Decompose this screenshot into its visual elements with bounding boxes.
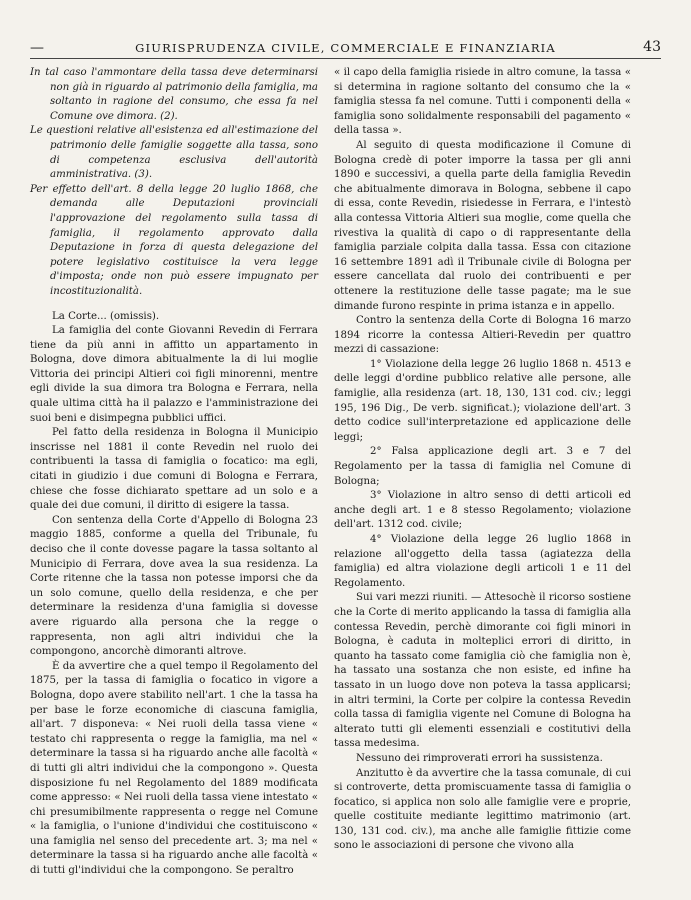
right-column [334,66,631,854]
list-item: 2° Falsa applicazione degli art. 3 e 7 del Regolamento per la tassa di famiglia nel Comune di Bologna; [334,446,631,487]
body-paragraph: Pel fatto della residenza in Bologna il Municipio inscrisse nel 1881 il conte Revedin nel ruolo dei contribuenti la tassa di famiglia o focatico: ma egli, citati in giudizio i due comuni di Bologna e Ferrara, chiese che fosse dichiarato spettare ad un solo e a quale dei due comuni, il diritto di esigere la tassa. [30,427,318,512]
body-paragraph: Con sentenza della Corte d'Appello di Bologna 23 maggio 1885, conforme a quella del Tribunale, fu deciso che il conte dovesse pagare la tassa soltanto al Municipio di Ferrara, dove avea la sua residenza. La Corte ritenne che la tassa non potesse imporsi che da un solo comune, quello della residenza, e che per determinare la residenza d'una famiglia si dovesse avere riguardo alla persona che la regge o rappresenta, non agli altri individui che la compongono, ancorchè dimoranti altrove. [30,514,318,658]
list-item: 4° Violazione della legge 26 luglio 1868 in relazione all'oggetto della tassa (agiatezza della famiglia) ed altra violazione degli articoli 1 e 11 del Regolamento. [334,534,631,589]
list-item: 3° Violazione in altro senso di detti articoli ed anche degli art. 1 e 8 stesso Regolamento; violazione dell'art. 1312 cod. civile; [334,490,631,531]
header-title: GIURISPRUDENZA CIVILE, COMMERCIALE E FINANZIARIA [135,41,556,55]
body-paragraph: È da avvertire che a quel tempo il Regolamento del 1875, per la tassa di famiglia o focatico in vigore a Bologna, dopo avere stabilito nell'art. 1 che la tassa ha per base le forze economiche di ciascuna famiglia, all'art. 7 disponeva: « Nei ruoli della tassa viene « testato chi rappresenta o regge la famiglia, ma nel « determinare la tassa si ha riguardo anche alle facoltà « di tutti gli altri individui che la compongono ». Questa disposizione fu nel Regolamento del 1889 modificata come appresso: « Nei ruoli della tassa viene intestato « chi presumibilmente rappresenta o regge nel Comune « la famiglia, o l'unione d'individui che costituiscono « una famiglia nel senso del precedente art. 3; ma nel « determinare la tassa si ha riguardo anche alle facoltà « di tutti gl'individui che la compongono. Se peraltro [30,660,318,877]
running-header [30,38,661,59]
header-dash: — [30,40,44,56]
maxim-paragraph: In tal caso l'ammontare della tassa deve determinarsi non già in riguardo al patrimonio della famiglia, ma soltanto in ragione del consumo, che essa fa nel Comune ove dimora. (2). [30,67,318,122]
body-paragraph: Nessuno dei rimproverati errori ha sussistenza. [356,752,603,764]
maxim-paragraph: Le questioni relative all'esistenza ed all'estimazione del patrimonio delle famiglie soggette alla tassa, sono di competenza esclusiva dell'autorità amministrativa. (3). [30,125,318,181]
body-paragraph: Sui vari mezzi riuniti. — Attesochè il ricorso sostiene che la Corte di merito applicando la tassa di famiglia alla contessa Revedin, perchè dimorante coi figli minori in Bologna, è caduta in molteplici errori di diritto, in quanto ha tassato come famiglia ciò che famiglia non è, ha tassato una sostanza che non esiste, ed infine ha tassato in un luogo dove non poteva la tassa applicarsi; in altri termini, la Corte per colpire la contessa Revedin colla tassa di famiglia vigente nel Comune di Bologna ha alterato tutti gli elementi essenziali e costitutivi della tassa medesima. [334,592,631,750]
body-paragraph: Al seguito di questa modificazione il Comune di Bologna credè di poter imporre la tassa per gli anni 1890 e successivi, a quella parte della famiglia Revedin che abitualmente dimorava in Bologna, sebbene il capo di essa, conte Revedin, risiedesse in Ferrara, e l'intestò alla contessa Vittoria Altieri sua moglie, come quella che rivestiva la qualità di capo o di rappresentante della famiglia parziale colpita dalla tassa. Essa con citazione 16 settembre 1891 adì il Tribunale civile di Bologna per essere cancellata dal ruolo dei contribuenti e per ottenere la restituzione delle tasse pagate; ma le sue dimande furono respinte in prima istanza e in appello. [334,139,631,312]
page-number: 43 [643,39,661,55]
body-paragraph: Anzitutto è da avvertire che la tassa comunale, di cui si controverte, detta promiscuamente tassa di famiglia o focatico, si applica non solo alle famiglie vere e proprie, quelle costituite mediante legittimo matrimonio (art. 130, 131 cod. civ.), ma anche alle famiglie fittizie come sono le associazioni di persone che vivono alla [334,767,631,852]
list-item: 1° Violazione della legge 26 luglio 1868 n. 4513 e delle leggi d'ordine pubblico relative alle persone, alle famiglie, alla residenza (art. 18, 130, 131 cod. civ.; leggi 195, 196 Dig., De verb. significat.); violazione dell'art. 3 detto codice sull'interpretazione ed applicazione delle leggi; [334,358,631,443]
left-column [30,66,318,879]
body-paragraph: « il capo della famiglia risiede in altro comune, la tassa « si determina in ragione soltanto del consumo che la « famiglia stessa fa nel comune. Tutti i componenti della « famiglia sono solidalmente responsabili del pagamento « della tassa ». [334,67,631,137]
body-paragraph: La famiglia del conte Giovanni Revedin di Ferrara tiene da più anni in affitto un appartamento in Bologna, dove dimora abitualmente la di lui moglie Vittoria dei principi Altieri coi figli minorenni, mentre egli divide la sua dimora tra Bologna e Ferrara, nella quale ultima città ha il palazzo e l'amministrazione dei suoi beni e disimpegna pubblici uffici. [30,325,318,424]
body-paragraph: La Corte... (omissis). [52,310,160,322]
maxim-paragraph: Per effetto dell'art. 8 della legge 20 luglio 1868, che demanda alle Deputazioni provinciali l'approvazione del regolamento sulla tassa di famiglia, il regolamento approvato dalla Deputazione in forza di questa delegazione del potere legislativo costituisce la vera legge d'imposta; onde non può essere impugnato per incostituzionalità. [30,183,318,297]
body-paragraph: Contro la sentenza della Corte di Bologna 16 marzo 1894 ricorre la contessa Altieri-Revedin per quattro mezzi di cassazione: [334,315,631,356]
